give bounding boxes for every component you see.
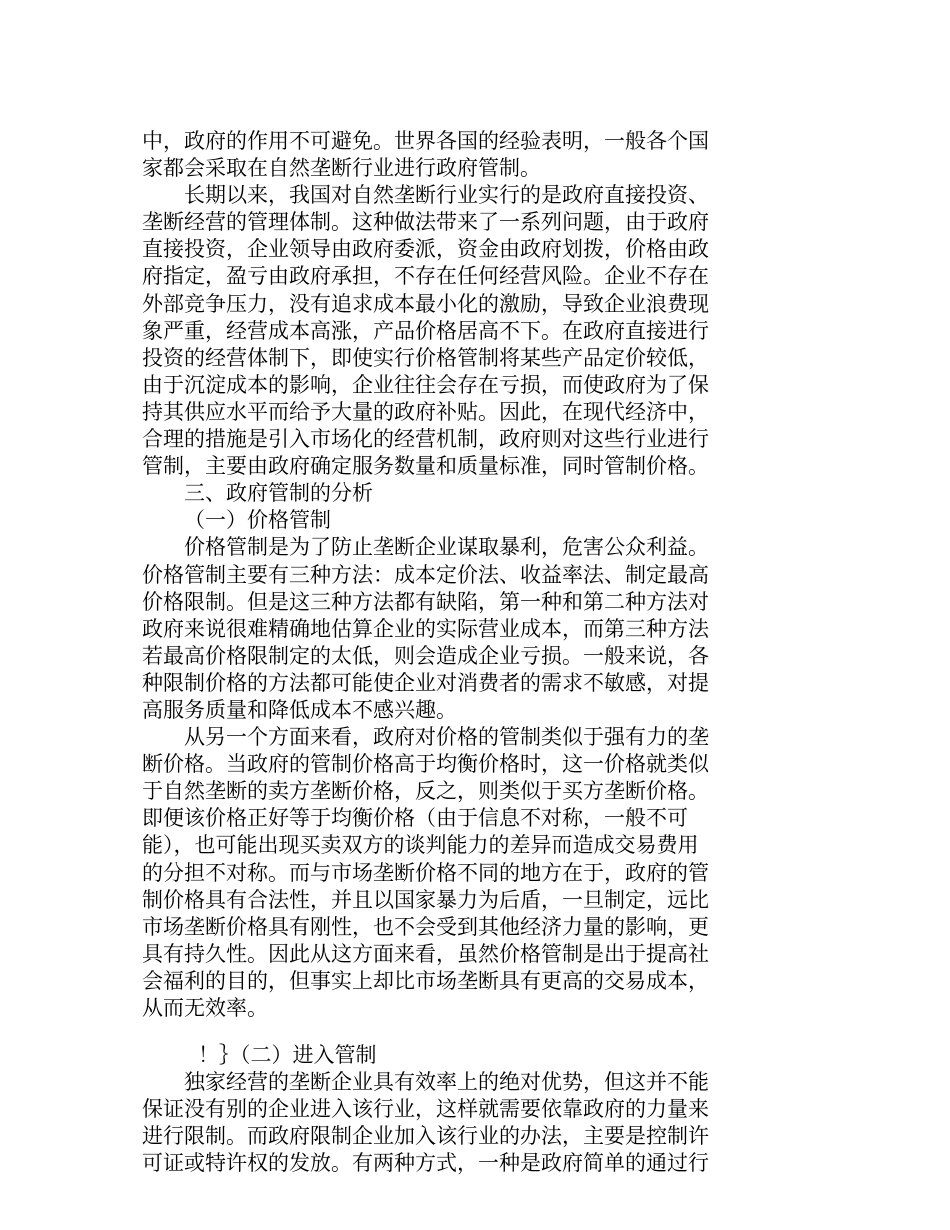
text-line: 合理的措施是引入市场化的经营机制，政府则对这些行业进行: [142, 427, 709, 452]
text-line: 从而无效率。: [142, 996, 268, 1020]
text-line: 家都会采取在自然垄断行业进行政府管制。: [142, 156, 541, 181]
text-line: 进行限制。而政府限制企业加入该行业的办法，主要是控制许: [142, 1124, 709, 1149]
text-line: 中，政府的作用不可避免。世界各国的经验表明，一般各个国: [142, 129, 709, 153]
blank-line: [142, 1022, 730, 1042]
text-line: 价格管制是为了防止垄断企业谋取暴利，危害公众利益。: [184, 535, 709, 560]
text-line: 独家经营的垄断企业具有效率上的绝对优势，但这并不能: [184, 1070, 709, 1095]
text-line: 断价格。当政府的管制价格高于均衡价格时，这一价格就类似: [142, 752, 709, 777]
text-line: 三、政府管制的分析: [184, 481, 373, 506]
text-line: 政府来说很难精确地估算企业的实际营业成本，而第三种方法: [142, 616, 709, 641]
text-line: 垄断经营的管理体制。这种做法带来了一系列问题，由于政府: [142, 210, 709, 235]
text-line: 即便该价格正好等于均衡价格（由于信息不对称，一般不可: [142, 806, 688, 831]
text-line: （一）价格管制: [184, 508, 331, 533]
text-line: 可证或特许权的发放。有两种方式，一种是政府简单的通过行: [142, 1151, 709, 1176]
text-line: 府指定，盈亏由政府承担，不存在任何经营风险。企业不存在: [142, 264, 709, 289]
text-line: 种限制价格的方法都可能使企业对消费者的需求不敏感，对提: [142, 670, 709, 695]
text-line: 从另一个方面来看，政府对价格的管制类似于强有力的垄: [184, 725, 709, 750]
text-line: 持其供应水平而给予大量的政府补贴。因此，在现代经济中，: [142, 399, 709, 424]
text-line: 保证没有别的企业进入该行业，这样就需要依靠政府的力量来: [142, 1097, 709, 1122]
text-line: 于自然垄断的卖方垄断价格，反之，则类似于买方垄断价格。: [142, 779, 709, 804]
text-line: 市场垄断价格具有刚性，也不会受到其他经济力量的影响，更: [142, 914, 709, 939]
text-line: 价格管制主要有三种方法：成本定价法、收益率法、制定最高: [142, 562, 709, 587]
text-line: 由于沉淀成本的影响，企业往往会存在亏损，而使政府为了保: [142, 372, 709, 397]
text-line: 直接投资，企业领导由政府委派，资金由政府划拨，价格由政: [142, 237, 709, 262]
text-line: 的分担不对称。而与市场垄断价格不同的地方在于，政府的管: [142, 860, 709, 885]
text-line: 长期以来，我国对自然垄断行业实行的是政府直接投资、: [184, 183, 709, 208]
text-line: 管制，主要由政府确定服务数量和质量标准，同时管制价格。: [142, 454, 709, 479]
text-line: 会福利的目的，但事实上却比市场垄断具有更高的交易成本，: [142, 968, 709, 993]
text-line: 象严重，经营成本高涨，产品价格居高不下。在政府直接进行: [142, 318, 709, 343]
document-body: [142, 128, 730, 1178]
text-line: 投资的经营体制下，即使实行价格管制将某些产品定价较低，: [142, 345, 709, 370]
text-line: 若最高价格限制定的太低，则会造成企业亏损。一般来说，各: [142, 643, 709, 668]
text-line: 制价格具有合法性，并且以国家暴力为后盾，一旦制定，远比: [142, 887, 709, 912]
text-line: ！｝（二）进入管制: [198, 1043, 377, 1068]
text-line: 能），也可能出现买卖双方的谈判能力的差异而造成交易费用: [142, 833, 699, 858]
text-line: 具有持久性。因此从这方面来看，虽然价格管制是出于提高社: [142, 941, 709, 966]
text-line: 价格限制。但是这三种方法都有缺陷，第一种和第二种方法对: [142, 589, 709, 614]
text-line: 高服务质量和降低成本不感兴趣。: [142, 697, 457, 722]
text-line: 外部竞争压力，没有追求成本最小化的激励，导致企业浪费现: [142, 291, 709, 316]
